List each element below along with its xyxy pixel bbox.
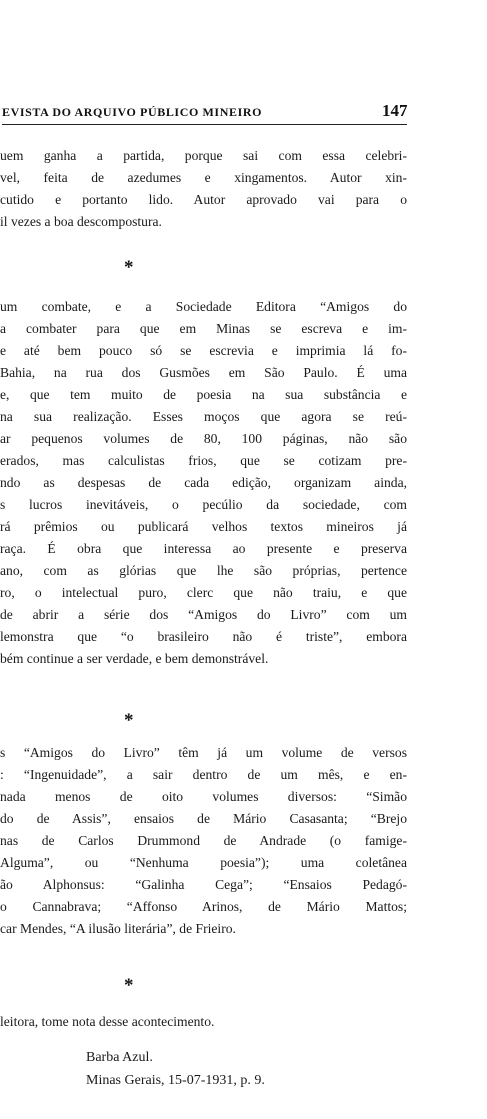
text-line: uem ganha a partida, porque sai com essa celebri- [0, 148, 407, 163]
text-line: um combate, e a Sociedade Editora “Amigos do [0, 299, 407, 314]
text-line: e até bem pouco só se escrevia e imprimia lá fo- [0, 343, 407, 358]
text-line: o Cannabrava; “Affonso Arinos, de Mário Mattos; [0, 899, 407, 914]
text-line: s “Amigos do Livro” têm já um volume de versos [0, 745, 407, 760]
running-head: EVISTA DO ARQUIVO PÚBLICO MINEIRO [2, 105, 263, 119]
section-separator: * [124, 710, 134, 731]
text-line: vel, feita de azedumes e xingamentos. Autor xin- [0, 170, 407, 185]
text-line: nada menos de oito volumes diversos: “Simão [0, 789, 407, 804]
text-line: car Mendes, “A ilusão literária”, de Frieiro. [0, 921, 236, 936]
section-separator: * [124, 975, 134, 996]
text-line: : “Ingenuidade”, a sair dentro de um mês, e en- [0, 767, 407, 782]
signature-author: Barba Azul. [86, 1050, 153, 1065]
text-line: cutido e portanto lido. Autor aprovado vai para o [0, 192, 407, 207]
text-line: do de Assis”, ensaios de Mário Casasanta; “Brejo [0, 811, 407, 826]
text-line: de abrir a série dos “Amigos do Livro” com um [0, 607, 407, 622]
text-line: ão Alphonsus: “Galinha Cega”; “Ensaios Pedagó- [0, 877, 407, 892]
header-rule [2, 124, 407, 125]
text-line: raça. É obra que interessa ao presente e preserva [0, 541, 407, 556]
page-header [0, 101, 487, 121]
text-line: nas de Carlos Drummond de Andrade (o famige- [0, 833, 407, 848]
text-line: ano, com as glórias que lhe são próprias, pertence [0, 563, 407, 578]
text-line: erados, mas calculistas frios, que se cotizam pre- [0, 453, 407, 468]
text-line: Alguma”, ou “Nenhuma poesia”); uma coletânea [0, 855, 407, 870]
signature-source: Minas Gerais, 15-07-1931, p. 9. [86, 1073, 265, 1088]
text-line: lemonstra que “o brasileiro não é triste”, embora [0, 629, 407, 644]
text-line: Bahia, na rua dos Gusmões em São Paulo. É uma [0, 365, 407, 380]
text-line: na sua realização. Esses moços que agora se reú- [0, 409, 407, 424]
text-line: rá prêmios ou publicará velhos textos mineiros já [0, 519, 407, 534]
text-line: a combater para que em Minas se escreva e im- [0, 321, 407, 336]
text-line: s lucros inevitáveis, o pecúlio da sociedade, com [0, 497, 407, 512]
section-separator: * [124, 257, 134, 278]
text-line: ndo as despesas de cada edição, organizam ainda, [0, 475, 407, 490]
text-line: e, que tem muito de poesia na sua substância e [0, 387, 407, 402]
text-line: il vezes a boa descompostura. [0, 214, 162, 229]
text-line: ar pequenos volumes de 80, 100 páginas, não são [0, 431, 407, 446]
text-line: bém continue a ser verdade, e bem demonstrável. [0, 651, 269, 666]
page-number: 147 [382, 101, 408, 120]
text-line: ro, o intelectual puro, clerc que não traiu, e que [0, 585, 407, 600]
text-line: leitora, tome nota desse acontecimento. [0, 1014, 215, 1029]
